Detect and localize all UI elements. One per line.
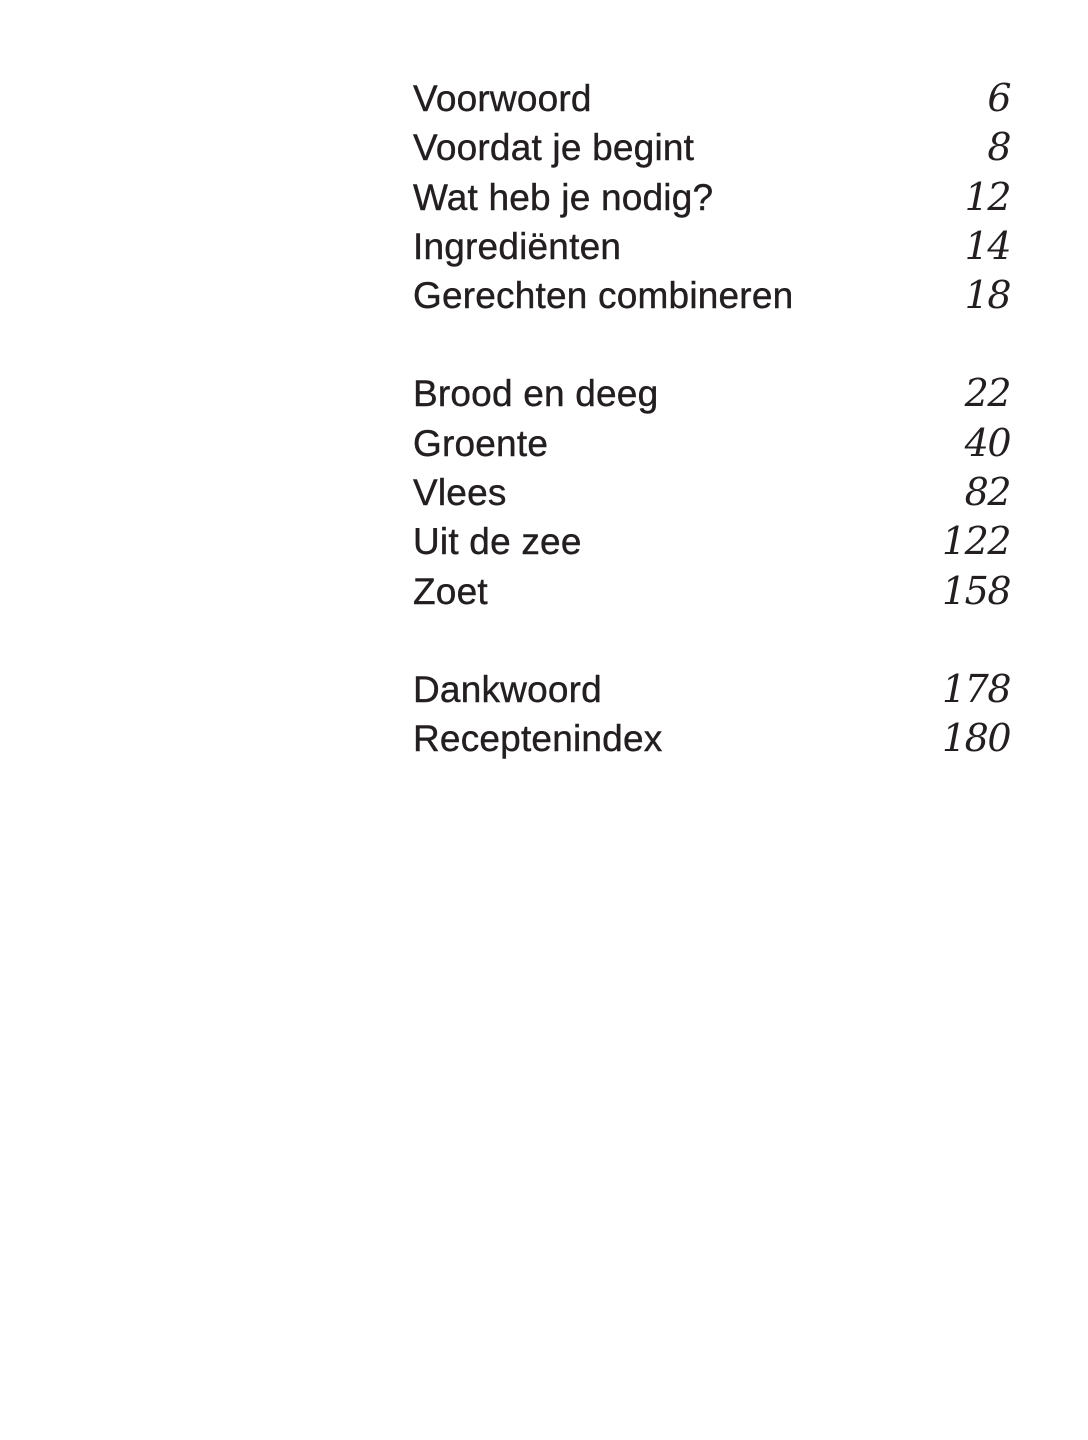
toc-entry-title: Voorwoord — [413, 78, 592, 119]
toc-entry[interactable] — [413, 517, 1010, 566]
toc-entry-title: Wat heb je nodig? — [413, 176, 714, 218]
toc-entry[interactable] — [413, 714, 1010, 763]
toc-entry-page-number: 158 — [941, 568, 1010, 613]
toc-entry-title: Groente — [413, 422, 549, 464]
toc-entry-title: Uit de zee — [413, 521, 582, 563]
table-of-contents — [413, 74, 1010, 813]
toc-entry-title: Receptenindex — [413, 718, 663, 760]
toc-entry[interactable] — [413, 665, 1010, 714]
toc-entry-page-number: 12 — [964, 174, 1010, 219]
toc-entry-page-number: 82 — [964, 470, 1010, 515]
toc-entry[interactable] — [413, 567, 1010, 616]
toc-entry[interactable] — [413, 369, 1010, 418]
toc-entry[interactable] — [413, 123, 1010, 172]
toc-entry[interactable] — [413, 271, 1010, 320]
toc-entry-page-number: 6 — [987, 76, 1010, 120]
toc-group-back-matter — [413, 665, 1010, 764]
toc-entry-page-number: 180 — [941, 716, 1010, 761]
toc-entry-page-number: 22 — [964, 371, 1010, 416]
toc-entry-page-number: 14 — [964, 223, 1010, 268]
toc-entry-page-number: 8 — [987, 125, 1010, 170]
toc-entry[interactable] — [413, 419, 1010, 468]
toc-entry-title: Ingrediënten — [413, 225, 622, 267]
toc-entry-title: Dankwoord — [413, 668, 602, 710]
toc-group-recipes — [413, 369, 1010, 615]
toc-entry-page-number: 122 — [941, 519, 1010, 564]
toc-entry-page-number: 18 — [964, 273, 1010, 318]
toc-entry-title: Brood en deeg — [413, 373, 659, 415]
toc-entry-title: Voordat je begint — [413, 127, 695, 169]
toc-entry-page-number: 40 — [964, 420, 1010, 465]
toc-entry-page-number: 178 — [941, 666, 1010, 711]
toc-entry[interactable] — [413, 173, 1010, 222]
toc-entry[interactable] — [413, 222, 1010, 271]
toc-entry-title: Vlees — [413, 472, 507, 514]
toc-group-intro — [413, 74, 1010, 320]
toc-entry-title: Gerechten combineren — [413, 275, 794, 317]
toc-entry-title: Zoet — [413, 570, 488, 612]
toc-entry[interactable] — [413, 74, 1010, 123]
toc-entry[interactable] — [413, 468, 1010, 517]
